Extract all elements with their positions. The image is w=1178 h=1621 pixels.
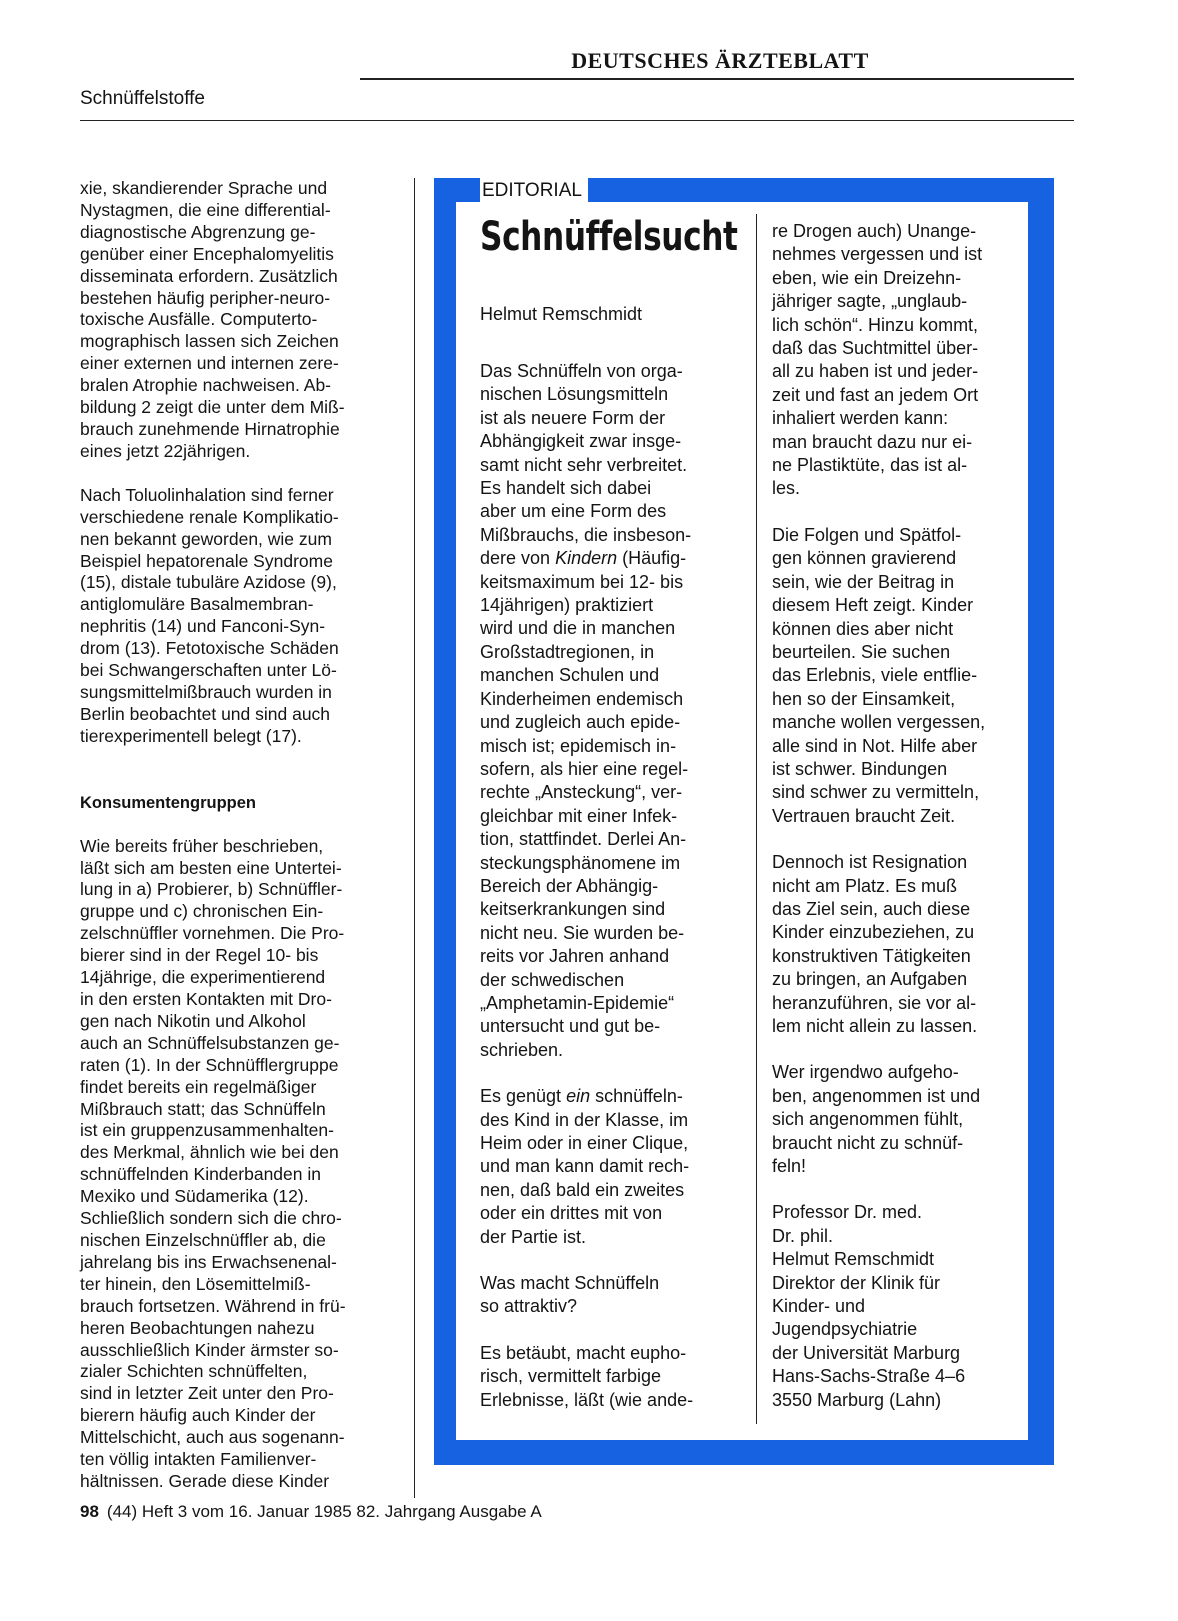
page-footer — [80, 1502, 542, 1522]
editorial-paragraph: Die Folgen und Spätfol- gen können gravierend sein, wie der Beitrag in diesem Heft zeigt. Kinder können dies aber nicht beurteilen. Sie suchen das Erlebnis, viele entflie- hen so der Einsamkeit, manche wollen vergessen, alle sind in Not. Hilfe aber ist schwer. Bindungen sind schwer zu vermitteln, Vertrauen braucht Zeit. — [772, 524, 986, 826]
article-column — [80, 178, 402, 1493]
editorial-paragraph: Es betäubt, macht eupho- risch, vermittelt farbige Erlebnisse, läßt (wie ande- — [480, 1342, 694, 1410]
article-paragraph-1: xie, skandierender Sprache und Nystagmen, die eine differential- diagnostische Abgrenzung ge- genüber einer Encephalomyelitis disseminata erfordern. Zusätzlich bestehen häufig peripher-neuro- toxische Ausfälle. Computerto- mographisch lassen sich Zeichen einer externen und internen zere- bralen Atrophie nachweisen. Ab- bildung 2 zeigt die unter dem Miß- brauch zunehmende Hirnatrophie eines jetzt 22jährigen. — [80, 178, 345, 461]
editorial-label: EDITORIAL — [480, 178, 588, 204]
section-rule — [80, 120, 1074, 121]
editorial-author: Helmut Remschmidt — [480, 304, 643, 324]
article-paragraph-3: Wie bereits früher beschrieben, läßt sich am besten eine Untertei- lung in a) Probierer, b) Schnüffler- gruppe und c) chronischen Ein- zelschnüffler vornehmen. Die Pro- bierer sind in der Regel 10- bis 14jährige, die experimentierend in den ersten Kontakten mit Dro- gen nach Nikotin und Alkohol auch an Schnüffelsubstanzen ge- raten (1). In der Schnüfflergruppe findet bereits ein regelmäßiger Mißbrauch statt; das Schnüffeln ist ein gruppenzusammenhalten- des Merkmal, ähnlich wie bei den schnüffelnden Kinderbanden in Mexiko und Südamerika (12). Schließlich sondern sich die chro- nischen Einzelschnüffler ab, die jahrelang bis ins Erwachsenenal- ter hinein, den Lösemittelmiß- brauch fortsetzen. Während in frü- heren Beobachtungen nahezu ausschließlich Kinder ärmster so- zialer Schichten schnüffelten, sind in letzter Zeit unter den Pro- bierern häufig auch Kinder der Mittelschicht, auch aus sogenann- ten völlig intakten Familienver- hältnissen. Gerade diese Kinder — [80, 835, 346, 1491]
editorial-paragraph: Wer irgendwo aufgeho- ben, angenommen ist und sich angenommen fühlt, braucht nicht zu schnüf- feln! — [772, 1062, 981, 1177]
issue-info: (44) Heft 3 vom 16. Januar 1985 82. Jahrgang Ausgabe A — [106, 1502, 542, 1521]
editorial-paragraph: Das Schnüffeln von orga- nischen Lösungsmitteln ist als neuere Form der Abhängigkeit zwar insge- samt nicht sehr verbreitet. Es handelt sich dabei aber um eine Form des Mißbrauchs, die insbeson- dere von Kindern (Häufig- keitsmaximum bei 12- bis 14jährigen) praktiziert wird und die in manchen Großstadtregionen, in manchen Schulen und Kinderheimen endemisch und zugleich auch epide- misch ist; epidemisch in- sofern, als hier eine regel- rechte „Ansteckung“, ver- gleichbar mit einer Infek- tion, stattfindet. Derlei An- steckungsphänomene im Bereich der Abhängig- keitserkrankungen sind nicht neu. Sie wurden be- reits vor Jahren anhand der schwedischen „Amphetamin-Epidemie“ untersucht und gut be- schrieben. — [480, 361, 692, 1060]
editorial-column-divider — [756, 214, 757, 1424]
article-paragraph-2: Nach Toluolinhalation sind ferner verschiedene renale Komplikatio- nen bekannt geworden, wie zum Beispiel hepatorenale Syndrome (15), distale tubuläre Azidose (9), antiglomuläre Basalmembran- nephritis (14) und Fanconi-Syn- drom (13). Fetotoxische Schäden bei Schwangerschaften unter Lö- sungsmittelmißbrauch wurden in Berlin beobachtet und sind auch tierexperimentell belegt (17). — [80, 484, 339, 746]
subheading: Konsumentengruppen — [80, 793, 256, 812]
editorial-paragraph: Dennoch ist Resignation nicht am Platz. Es muß das Ziel sein, auch diese Kinder einzubeziehen, zu konstruktiven Tätigkeiten zu bringen, an Aufgaben heranzuführen, sie vor al- lem nicht allein zu lassen. — [772, 852, 978, 1036]
editorial-paragraph: re Drogen auch) Unange- nehmes vergessen und ist eben, wie ein Dreizehn- jähriger sagte, „unglaub- lich schön“. Hinzu kommt, daß das Suchtmittel über- all zu haben ist und jeder- zeit und fast an jedem Ort inhaliert werden kann: man braucht dazu nur ei- ne Plastiktüte, das ist al- les. — [772, 221, 983, 499]
editorial-column-1 — [480, 360, 742, 1412]
masthead-rule — [360, 78, 1074, 80]
editorial-paragraph: Es genügt ein schnüffeln- des Kind in der Klasse, im Heim oder in einer Clique, und man kann damit rech- nen, daß bald ein zweites oder ein drittes mit von der Partie ist. — [480, 1086, 690, 1247]
editorial-title: Schnüffelsucht — [480, 214, 738, 260]
journal-masthead: DEUTSCHES ÄRZTEBLATT — [571, 48, 869, 73]
editorial-question: Was macht Schnüffeln so attraktiv? — [480, 1273, 660, 1317]
editorial-column-2 — [772, 220, 1034, 1412]
author-address: Professor Dr. med. Dr. phil. Helmut Remschmidt Direktor der Klinik für Kinder- und Jugendpsychiatrie der Universität Marburg Hans-Sachs-Straße 4–6 3550 Marburg (Lahn) — [772, 1202, 966, 1410]
column-divider — [414, 178, 415, 1498]
section-label: Schnüffelstoffe — [80, 88, 206, 109]
page-number: 98 — [80, 1502, 99, 1521]
